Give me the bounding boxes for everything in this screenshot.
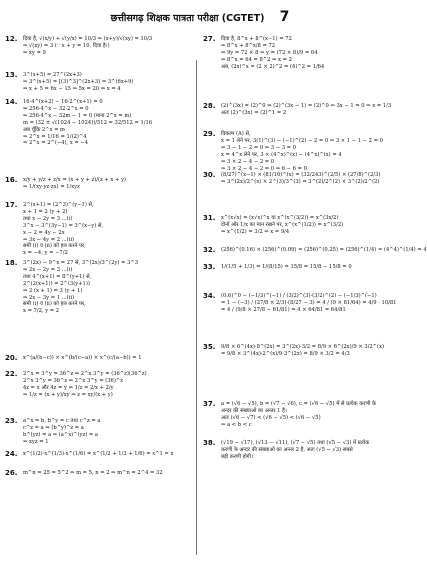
question-number: 20.: [5, 354, 18, 362]
solution-body: [221, 36, 389, 71]
solution-block: [203, 401, 389, 429]
solution-line: (256)^(0.16) × (256)^(0.09) = (256)^(0.25) = (256)^(1/4) = (4^4)^(1/4) = 4: [221, 247, 427, 253]
solution-line: (0.6)^0 − (−1/3)^(−1) / (3/2)^(3)·(3/2)^(2) − (−1/3)^(−1): [221, 293, 377, 299]
solution-line: x = 1 लेने पर, 3(1)^(3) − (−1)^(2) − 2 = 0 ⇒ 3 × 1 − 1 − 2 = 0: [221, 137, 383, 144]
column-divider: [196, 60, 197, 555]
solution-body: [23, 36, 191, 57]
solution-body: [23, 371, 191, 399]
solution-line: ⇒ 2^x = 1/16 = 1/(2)^4: [23, 133, 87, 140]
solution-line: ⇒ 256·4^x − 32·2^x = 0: [23, 105, 89, 112]
solution-line: = 9/8 × 3^(4x)·2^(x)/9·3^(2x) = 8/9 × 3/2 = 4/3: [221, 350, 350, 357]
solution-line: 4z = x और 4z = y ⇒ 1/z = 2/x + 2/y: [23, 384, 114, 391]
solution-line: ⇒ 8^x = 64 = 8^2 ⇒ x = 2: [221, 56, 292, 63]
question-number: 28.: [203, 102, 216, 110]
solution-block: [203, 131, 389, 172]
question-number: 26.: [5, 469, 18, 477]
solution-line: x^(1/2)·x^(1/3)·x^(1/6) = x^(1/2 + 1/3 + 1/6) = x^1 = x: [23, 451, 174, 457]
solution-block: [5, 177, 191, 191]
solution-body: [221, 440, 389, 461]
solution-line: ⇒ 256·4^x − 32m − 1 = 0 (माना 2^x = m): [23, 112, 132, 119]
solution-block: [5, 470, 191, 477]
solution-line: = 4 / (9/8 × 27/8 − 61/81) = 4 × 64/81 = 64/81: [221, 306, 346, 313]
solution-block: [203, 36, 389, 71]
solution-body: [23, 177, 191, 191]
solution-line: 1/(1/5 + 1/3) = 1/(8/15) = 15/8 = 15/8 − 15/8 = 0: [221, 264, 352, 270]
solution-line: a^x = b, b^y = c तथा c^z = a: [23, 418, 101, 424]
question-number: 14.: [5, 98, 18, 106]
solution-body: [23, 451, 191, 458]
solution-line: (2)^(3x) = (2)^0 ⇒ (2)^(3x − 1) = (2)^0 ⇒ 3x − 1 = 0 ⇒ x = 1/3: [221, 103, 392, 109]
solution-block: [5, 72, 191, 93]
header-title: छत्तीसगढ़ शिक्षक पात्रता परीक्षा (CGTET): [110, 13, 265, 24]
solution-line: x/y + y/z + z/x = (x + y + z)/(z + x + y): [23, 177, 126, 183]
solution-line: ⇒ 9y = 72 × 8 ⇒ y = (72 × 8)/9 = 64: [221, 49, 318, 56]
solution-body: [221, 215, 389, 236]
question-number: 30.: [203, 171, 216, 179]
solution-body: [23, 202, 191, 257]
solution-line: ⇒ √(xy) = 3 (∵ x + y = 10, दिया है।): [23, 42, 110, 49]
solution-line: 2^x 3^y = 36^z ⇒ 2^x 3^y = (36)^z: [23, 377, 123, 384]
solution-line: ⇒ 8^x + 8^x/8 = 72: [221, 42, 276, 49]
solution-body: [23, 260, 191, 315]
solution-line: x = 7/2, y = 2: [23, 308, 60, 315]
solution-line: c^z = a ⇒ (b^y)^z = a: [23, 424, 84, 431]
solution-line: तथा x − 2y = 3 ...(i): [23, 215, 73, 222]
solution-line: समी (i) व (ii) को हल करने पर,: [23, 301, 86, 308]
solution-line: दिया है, √(x/y) + √(y/x) = 10/3 ⇒ (x+y)/√(xy) = 10/3: [23, 36, 153, 42]
solution-line: अन्दर की संख्याओं का अन्तर 1 है।: [221, 407, 287, 414]
solution-line: x = −4, y = −7/2: [23, 250, 68, 257]
question-number: 37.: [203, 400, 216, 408]
solution-body: [23, 99, 191, 147]
solution-line: a = (√6 − √5), b = (√7 − √6), c = (√6 − √5) में से प्रत्येक करणी के: [221, 401, 377, 407]
solution-block: [5, 451, 191, 458]
solution-body: [221, 172, 389, 186]
solution-line: ⇒ x + 5 = 6x − 15 ⇒ 5x = 20 ⇒ x = 4: [23, 85, 121, 92]
solution-body: [221, 264, 389, 271]
solution-block: [203, 102, 392, 117]
solution-line: अतः (√6 − √7) < (√6 − √5) < (√6 − √5): [221, 414, 321, 421]
question-number: 31.: [203, 214, 216, 222]
solution-block: [5, 371, 191, 399]
solution-line: तथा 4^(x+1) = 8^(y+1) से,: [23, 273, 92, 280]
solution-line: अब चूँकि 2^x = m: [23, 126, 65, 133]
solution-line: 2^(2(x+1)) = 2^(3(y+1)): [23, 280, 90, 287]
question-number: 38.: [203, 439, 216, 447]
solution-line: 3^(x+5) = 27^(2x+3): [23, 72, 82, 78]
question-number: 24.: [5, 450, 18, 458]
solution-line: दोनों ओर 1/x का मान रखने पर, x^(x^(1/2)) = x^(3/2): [221, 221, 344, 228]
solution-line: x^(a/(b−c)) × x^(b/(c−a)) × x^(c/(a−b)) = 1: [23, 355, 142, 361]
solution-line: x = 4^x लेने पर, 3 × (4^x)^(x) − (4^x)^(x) = 4: [221, 151, 342, 158]
solution-line: बड़ी करणी होगी।: [221, 453, 253, 460]
solution-body: [221, 344, 389, 358]
solution-line: x^(x√x) = (x√x)^x या x^(x^(3/2)) = x^(3x/2): [221, 215, 339, 221]
solution-line: समी (i) व (ii) को हल करने पर,: [23, 243, 86, 250]
question-number: 16.: [5, 176, 18, 184]
solution-line: ⇒ 1/z = (x + y)/xy ⇒ z = xy/(x + y): [23, 391, 113, 398]
solution-line: ⇒ 2^x = 2^(−4), x = −4: [23, 140, 89, 147]
solution-block: [203, 344, 389, 358]
solution-line: ⇒ 2 (x + 1) = 3 (y + 1): [23, 287, 83, 294]
question-number: 27.: [203, 35, 216, 43]
solution-line: 16·4^(x+2) − 16·2^(x+1) = 0: [23, 99, 103, 105]
solution-body: [23, 72, 191, 93]
solution-body: [221, 293, 397, 314]
solution-line: (√19 − √17), (√13 − √11), (√7 − √5) तथा (√5 − √3) में प्रत्येक: [221, 440, 370, 446]
solution-line: ⇒ 3 × 2 − 4 − 2 = 0: [221, 158, 275, 165]
solution-line: ⇒ xy = 9: [23, 49, 46, 56]
solution-block: [203, 172, 389, 186]
solution-body: [23, 470, 191, 477]
solution-body: [221, 131, 389, 172]
solution-line: 2^(x+1) = (2^3)^(y−1) से,: [23, 202, 94, 208]
question-number: 33.: [203, 263, 216, 271]
question-number: 35.: [203, 343, 216, 351]
solution-line: 3^x − 3^(3y−1) = 3^(x−y) से,: [23, 222, 104, 229]
solution-line: ⇒ x^(1/2) = 3/2 ⇒ x = 9/4: [221, 228, 290, 235]
page-header: [0, 6, 400, 24]
solution-line: करणी के अन्दर की संख्याओं का अन्तर 2 है, अतः (√5 − √3) सबसे: [221, 446, 353, 453]
question-number: 13.: [5, 71, 18, 79]
solution-block: [5, 418, 191, 446]
solution-block: [203, 292, 397, 314]
solution-line: m = (32 ± √(1024 − 1024))/512 = 32/512 = 1/16: [23, 119, 153, 126]
question-number: 32.: [203, 246, 216, 254]
solution-body: [23, 418, 191, 446]
question-number: 22.: [5, 370, 18, 378]
solution-line: अतः (2)^(3x) = (2)^1 = 2: [221, 109, 287, 116]
solution-line: ⇒ 3x − 4y = 2 ...(ii): [23, 236, 75, 243]
solution-line: ⇒ 1/(xy·yz·zx) = 1/xyz: [23, 183, 80, 190]
question-number: 34.: [203, 292, 216, 300]
solution-line: ⇒ 3^(2x)/2^(x) × 2^(3)/3^(3) = 3^(2)/2^(2) × 3^(2)/2^(2): [221, 178, 380, 185]
solution-line: ⇒ 3 × 2 − 4 − 2 = 0 ⇒ 6 − 6 = 0: [221, 165, 307, 172]
solution-line: दिया है, 8^x + 8^(x−1) = 72: [221, 36, 292, 42]
solution-line: विकल्प (A) से,: [221, 131, 251, 137]
solution-block: [203, 264, 389, 271]
solution-body: [221, 401, 389, 429]
solution-body: [221, 103, 392, 117]
solution-line: अब, (2x)^x = (2 × 2)^2 = (4)^2 = 1/64: [221, 63, 325, 70]
question-number: 23.: [5, 417, 18, 425]
solution-block: [5, 260, 191, 315]
page-number: 7: [279, 9, 290, 25]
solution-line: ⇒ xyz = 1: [23, 438, 49, 445]
solution-body: [221, 247, 427, 254]
solution-line: 3^(2x) − 9^x = 27 से, 3^(2x)/3^(2y) = 3^3: [23, 260, 139, 266]
solution-block: [5, 202, 191, 257]
solution-line: ⇒ 2x − 3y = 1 ...(ii): [23, 294, 75, 301]
solution-line: ⇒ 3 − 1 − 2 = 0 ⇒ 3 − 3 = 0: [221, 144, 296, 151]
solution-line: x − 2 = 4y − 2x: [23, 229, 65, 236]
question-number: 18.: [5, 259, 18, 267]
question-number: 29.: [203, 130, 216, 138]
solution-line: = 1 − (−3) / (27/8 × 2/3)·(8/27 − 3) = 4 / (9 × 81/64) = 4/9 · 10/81: [221, 299, 397, 306]
solution-line: ⇒ 2x − 2y = 3 ...(i): [23, 266, 73, 273]
solution-block: [203, 440, 389, 461]
question-number: 12.: [5, 35, 18, 43]
solution-line: m^n = 25 = 5^2 ⇒ m = 5, n = 2 ⇒ m^n = 2^4 = 32: [23, 470, 163, 476]
solution-body: [23, 355, 191, 362]
solution-line: ⇒ 3^(x+5) = [(3)^3]^(2x+3) = 3^(6x+9): [23, 78, 134, 85]
solution-block: [5, 355, 191, 362]
solution-line: 2^x = 3^y = 36^z ⇒ 2^x 3^y = (36^z)(36^z): [23, 371, 147, 377]
solution-block: [5, 99, 191, 147]
solution-line: x + 1 = 2 (y + 2): [23, 208, 68, 215]
solution-block: [203, 246, 427, 254]
solution-block: [5, 36, 191, 57]
solution-line: b^(yz) = a ⇒ (a^x)^(yz) = a: [23, 431, 98, 438]
solution-block: [203, 215, 389, 236]
solution-line: ⇒ a < b < c: [221, 421, 252, 428]
solution-line: 9/8 × 6^(4x)·8^(2x) = 3^(2x)·3/2 = 8/9 × 6^(2x)/9 × 3/2^(x): [221, 344, 384, 350]
question-number: 17.: [5, 201, 18, 209]
solution-line: (8/27)^(x−1) × (81/16)^(x) = (32/243)^(2/5) × (27/8)^(2/3): [221, 172, 381, 178]
